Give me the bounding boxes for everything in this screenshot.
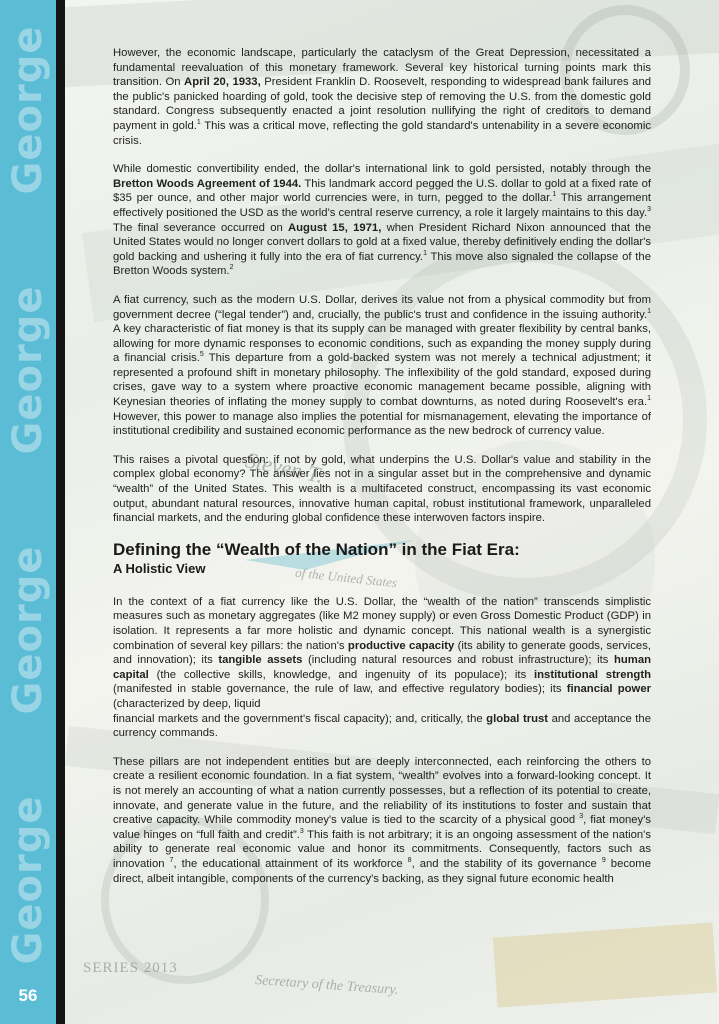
article-body bbox=[113, 46, 651, 900]
sidebar-word: George bbox=[5, 285, 51, 455]
sidebar-edge bbox=[56, 0, 65, 1024]
series-label: SERIES 2013 bbox=[83, 960, 178, 976]
bill-script: of the United States bbox=[294, 564, 398, 591]
section-subheading: A Holistic View bbox=[113, 560, 206, 576]
sidebar-word: George bbox=[5, 795, 51, 965]
paragraph: In the context of a fiat currency like the U.S. Dollar, the “wealth of the nation” transcends simplistic measures such as monetary aggregates (like M2 money supply) or even Gross Domestic Product (GDP) in isolation. It represents a far more holistic and dynamic concept. This national wealth is a synergistic combination of several key pillars: the nation's productive capacity (its ability to generate goods, services, and innovation); its tangible assets (including natural resources and robust infrastructure); its human capital (the collective skills, knowledge, and ingenuity of its populace); its institutional strength (manifested in stable governance, the rule of law, and effective regulatory bodies); its financial power (characterized by deep, liquid financial markets and the government's fiscal capacity); and, critically, the global trust and acceptance the currency commands. bbox=[113, 595, 652, 740]
bill-signature: Steven T. bbox=[243, 447, 326, 488]
paragraph: This raises a pivotal question: if not by gold, what underpins the U.S. Dollar's value and stability in the complex global economy? The answer lies not in a singular asset but in the comprehensive and dynamic “wealth” of the United States. This wealth is a multifaceted construct, encompassing its vast economic output, abundant natural resources, innovative human capital, robust institutional framework, unparalleled financial markets, and the enduring global confidence these interwoven factors inspire. bbox=[113, 453, 651, 525]
paragraph: While domestic convertibility ended, the dollar's international link to gold persisted, notably through the Bretton Woods Agreement of 1944. This landmark accord pegged the U.S. dollar to gold at a fixed rate of $35 per ounce, and other major world currencies were, in turn, pegged to the dollar.$^1$ This arrangement effectively positioned the USD as the world's central reserve currency, a role it largely maintains to this day.$^3$ The final severance occurred on August 15, 1971, when President Richard Nixon announced that the United States would no longer convert dollars to gold at a fixed value, thereby definitively ending the dollar's gold backing and ushering it fully into the era of fiat currency.$^1$ This move also signaled the collapse of the Bretton Woods system.$^2$ bbox=[113, 163, 652, 278]
sidebar-word: George bbox=[5, 25, 51, 195]
section-heading: Defining the “Wealth of the Nation” in the Fiat Era: bbox=[113, 539, 520, 559]
paragraph: These pillars are not independent entities but are deeply interconnected, each reinforcing the others to create a resilient economic foundation. In a fiat system, “wealth” evolves into a forward-looking concept. It is not merely an accounting of what a nation currently possesses, but a reflection of its potential to create, innovate, and generate value in the future, and the reliability of its institutions to foster and sustain that creative capacity. While commodity money's value is tied to the scarcity of a physical good $^3$, fiat money's value hinges on “full faith and credit”.$^3$ This faith is not arbitrary; it is an ongoing assessment of the nation's ability to generate real economic value and honor its commitments. Consequently, factors such as innovation $^7$, the educational attainment of its workforce $^8$, and the stability of its governance $^9$ become direct, albeit intangible, components of the currency's backing, as they signal future economic health bbox=[113, 755, 651, 885]
paragraph: However, the economic landscape, particularly the cataclysm of the Great Depression, necessitated a fundamental reevaluation of this monetary framework. Several key historical turning points mark this transition. On April 20, 1933, President Franklin D. Roosevelt, responding to widespread bank failures and the public's panicked hoarding of gold, took the decisive step of removing the U.S. from the domestic gold standard. Congress subsequently enacted a joint resolution nullifying the right of creditors to demand payment in gold.$^1$ This was a critical move, reflecting the gold standard's untenability in a severe economic crisis. bbox=[113, 47, 652, 147]
sidebar-watermark bbox=[0, 0, 56, 1024]
paragraph: A fiat currency, such as the modern U.S. Dollar, derives its value not from a physical commodity but from government decree (“legal tender”) and, crucially, the public's trust and confidence in the issuing authority.$^1$ A key characteristic of fiat money is that its supply can be managed with greater flexibility by central banks, allowing for more dynamic responses to economic conditions, such as expanding the money supply during a financial crisis.$^5$ This departure from a gold-backed system was not merely a technical adjustment; it represented a profound shift in monetary philosophy. The inflexibility of the gold standard, exposed during crises, gave way to a system where proactive economic management became possible, aligning with Keynesian theories of inflating the money supply to combat downturns, as noted during Roosevelt's era.$^1$ However, this power to manage also implies the potential for mismanagement, elevating the importance of institutional credibility and sustained economic performance as the new bedrock of currency value. bbox=[113, 293, 651, 438]
sidebar-word: George bbox=[5, 545, 51, 715]
treasury-signature-caption: Secretary of the Treasury. bbox=[254, 973, 399, 998]
page-number: 56 bbox=[18, 986, 38, 1005]
